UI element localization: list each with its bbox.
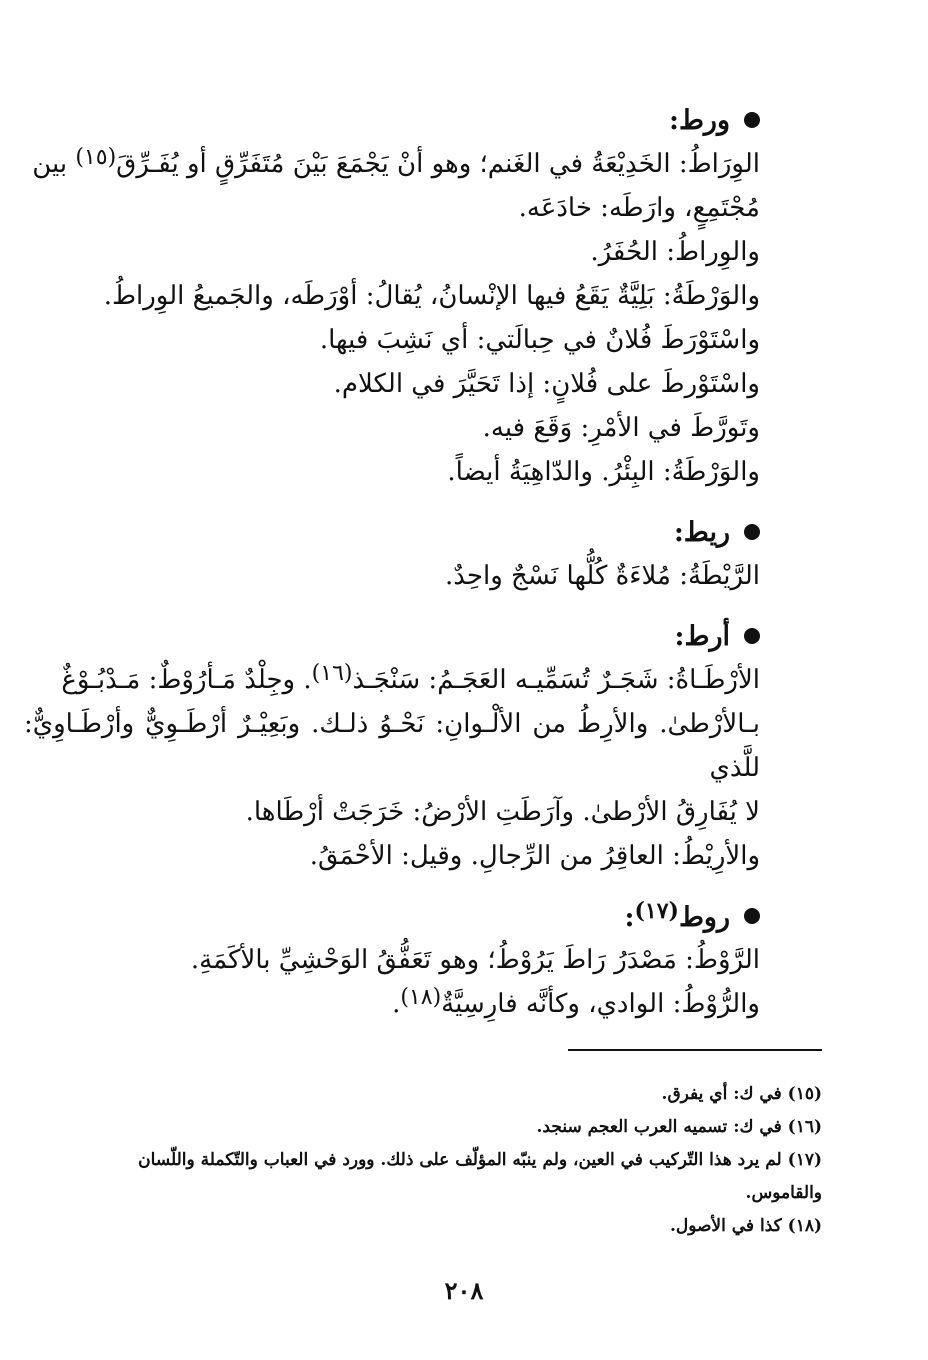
footnote-ref[interactable]: (١٦) bbox=[311, 661, 353, 686]
entry-heading bbox=[96, 512, 760, 552]
text-line: والوَرْطَةُ: البِئْرُ. والدّاهِيَةُ أيضاً. bbox=[447, 457, 760, 487]
line-text: الوِرَاطُ: الخَدِيْعَةُ في الغَنم؛ وهو أنْ يَجْمَعَ بَيْنَ مُتَفَرِّقٍ أو يُفَـرِّقَ bbox=[116, 149, 760, 179]
line-text: الأرْطَـاةُ: شَجَـرٌ تُسَمِّيـه العَجَـمُ: سَنْجَـذ bbox=[352, 665, 760, 695]
page-number: ٢٠٨ bbox=[444, 1276, 484, 1305]
entry-heading-text: ريط: bbox=[673, 516, 730, 548]
text-line: الرَّوْطُ: مَصْدَرُ رَاطَ يَرُوْطُ؛ وهو تَعَفُّقُ الوَحْشِيِّ بالأكَمَةِ. bbox=[190, 945, 760, 975]
text-line bbox=[24, 142, 760, 186]
bullet-icon bbox=[744, 524, 760, 540]
text-line: والوَرْطَةُ: بَلِيَّةٌ يَقَعُ فيها الإنْسانُ، يُقالُ: أوْرَطَه، والجَميعُ الوِراطُ. bbox=[103, 281, 760, 311]
entry-heading-text: ورط: bbox=[668, 104, 730, 136]
text-line bbox=[96, 982, 760, 1026]
footnote-ref[interactable]: (١٨) bbox=[400, 985, 442, 1010]
bullet-icon bbox=[744, 908, 760, 924]
text-line: بـالأرْطىٰ. والأرِطُ من الألْـوانِ: نَحْـوُ ذلـك. وبَعِيْـرٌ أرْطَـوِيٌّ وأرْطَـاوِيٌّ: للَّذي bbox=[24, 709, 760, 783]
entry-heading-text: أرط: bbox=[674, 620, 730, 652]
text-line: لا يُفَارِقُ الأرْطىٰ. وآرَطَتِ الأرْضُ: خَرَجَتْ أرْطَاها. bbox=[245, 797, 760, 827]
entry-heading bbox=[96, 896, 760, 936]
entry-heading bbox=[96, 100, 760, 140]
footnotes bbox=[96, 1078, 822, 1243]
line-text-continued: بين bbox=[32, 149, 76, 179]
bullet-icon bbox=[744, 112, 760, 128]
text-line bbox=[24, 658, 760, 702]
text-line: والوِراطُ: الحُفَرُ. bbox=[590, 237, 760, 267]
footnote-ref[interactable]: (١٧) bbox=[634, 897, 679, 924]
text-line: واسْتَوْرَطَ فُلانٌ في حِبالَتي: أي نَشِبَ فيها. bbox=[319, 325, 760, 355]
entry-rwt bbox=[96, 896, 760, 1026]
text-line: مُجْتَمِعٍ، وارَطَه: خادَعَه. bbox=[518, 193, 760, 223]
entry-heading bbox=[96, 616, 760, 656]
line-text: والرُّوْطُ: الوادي، وكأنَّه فارِسِيَّةٌ bbox=[441, 989, 760, 1019]
entry-wrt bbox=[32, 100, 760, 494]
bullet-icon bbox=[744, 628, 760, 644]
line-text-continued: . وجِلْدٌ مَـأرُوْطٌ: مَـدْبُـوْغٌ bbox=[61, 665, 312, 695]
entry-art bbox=[24, 616, 760, 878]
footnote-15: (١٥) في ك: أي يفرق. bbox=[661, 1084, 822, 1104]
heading-word: روط bbox=[678, 901, 730, 933]
text-line: الرَّيْطَةُ: مُلاءَةٌ كُلُّها نَسْجٌ واحِدٌ. bbox=[445, 561, 760, 591]
entry-ryt bbox=[96, 512, 760, 598]
text-line: وتَورَّطَ في الأمْرِ: وَقَعَ فيه. bbox=[482, 413, 760, 443]
footnote-17: (١٧) لم يرد هذا التّركيب في العين، ولم ينبّه المؤلّف على ذلك. وورد في العباب والتّكملة واللّسان والقاموس. bbox=[138, 1150, 822, 1203]
footnote-18: (١٨) كذا في الأصول. bbox=[669, 1216, 822, 1236]
entry-heading-text bbox=[624, 897, 731, 933]
footnote-16: (١٦) في ك: تسميه العرب العجم سنجد. bbox=[536, 1117, 822, 1137]
footnote-ref[interactable]: (١٥) bbox=[75, 145, 117, 170]
footnote-divider bbox=[568, 1049, 822, 1051]
main-text bbox=[24, 100, 760, 1044]
text-line: والأرِيْطُ: العاقِرُ من الرِّجالِ. وقيل: الأحْمَقُ. bbox=[309, 841, 760, 871]
heading-colon: : bbox=[624, 901, 635, 933]
line-text-continued: . bbox=[392, 989, 401, 1019]
text-line: واسْتَوْرطَ على فُلانٍ: إذا تَحَيَّرَ في الكلام. bbox=[333, 369, 760, 399]
